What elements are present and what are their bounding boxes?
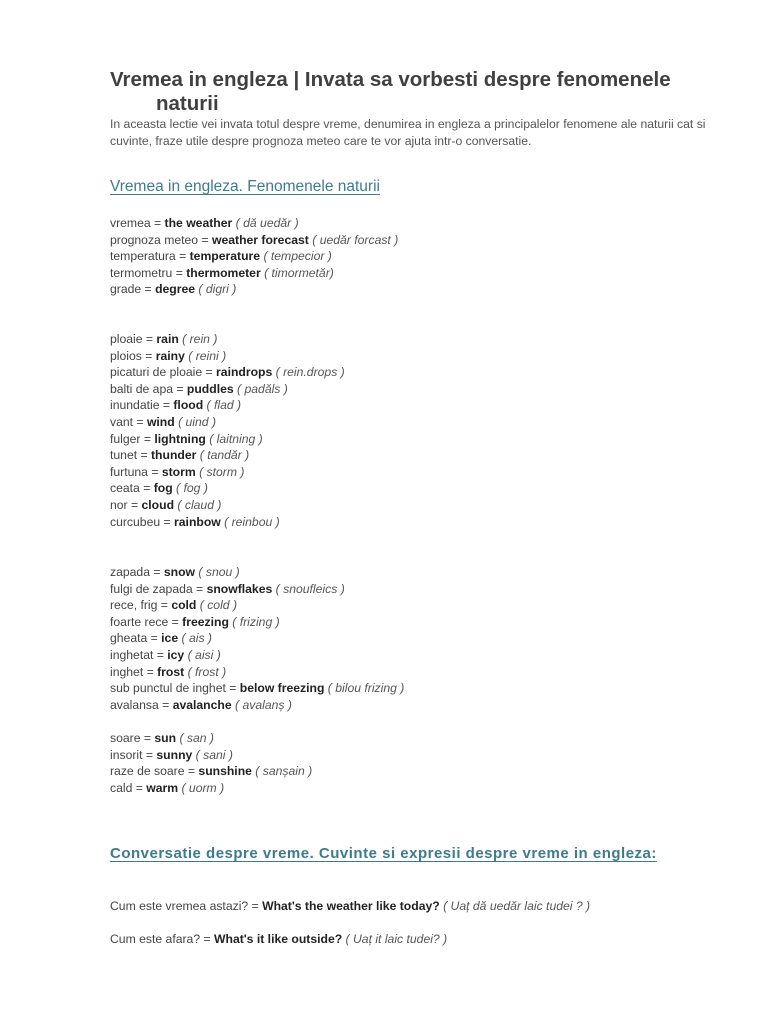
vocab-item xyxy=(110,281,398,298)
vocab-romanian: cald = xyxy=(110,780,147,795)
vocab-pronunciation: ( frizing ) xyxy=(228,614,280,629)
vocab-item xyxy=(110,447,345,464)
vocab-item xyxy=(110,680,404,697)
vocab-english: weather forecast xyxy=(211,232,309,247)
vocab-pronunciation: ( uind ) xyxy=(174,414,217,429)
vocab-item xyxy=(110,664,404,681)
conv-english: What's the weather like today? xyxy=(262,899,440,913)
vocab-pronunciation: ( frost ) xyxy=(184,664,227,679)
vocab-english: raindrops xyxy=(216,365,273,380)
conv-romanian: Cum este afara? = xyxy=(110,932,214,946)
vocab-pronunciation: ( uedăr forcast ) xyxy=(308,232,399,247)
vocab-english: rainy xyxy=(155,348,185,363)
vocab-pronunciation: ( rein ) xyxy=(178,332,218,346)
vocab-pronunciation: ( cold ) xyxy=(196,598,238,613)
section-heading-phenomena: Vremea in engleza. Fenomenele naturii xyxy=(110,178,380,195)
vocab-item xyxy=(110,397,345,414)
vocab-romanian: sub punctul de inghet = xyxy=(110,681,240,696)
vocab-item xyxy=(110,348,345,365)
vocab-english: thunder xyxy=(151,448,197,463)
vocab-item xyxy=(110,763,312,780)
vocab-english: temperature xyxy=(189,249,261,264)
vocab-pronunciation: ( dă uedăr ) xyxy=(232,216,299,230)
vocab-pronunciation: ( avalanș ) xyxy=(231,697,292,712)
vocab-romanian: soare = xyxy=(110,731,155,745)
vocab-english: degree xyxy=(155,282,196,297)
vocab-item xyxy=(110,597,404,614)
vocab-romanian: vremea = xyxy=(110,216,165,230)
vocab-romanian: vant = xyxy=(110,414,147,429)
vocab-item xyxy=(110,364,345,381)
vocab-item xyxy=(110,265,398,282)
vocab-pronunciation: ( sani ) xyxy=(192,747,233,762)
vocab-english: lightning xyxy=(154,431,206,446)
vocab-romanian: curcubeu = xyxy=(110,514,175,529)
vocab-romanian: raze de soare = xyxy=(110,764,199,779)
vocab-item xyxy=(110,564,404,581)
vocab-romanian: fulgi de zapada = xyxy=(110,581,207,596)
vocab-english: cold xyxy=(171,598,197,613)
vocab-english: avalanche xyxy=(172,697,232,712)
conv-english: What's it like outside? xyxy=(214,932,343,946)
vocab-romanian: balti de apa = xyxy=(110,381,187,396)
vocab-romanian: picaturi de ploaie = xyxy=(110,365,217,380)
vocab-romanian: furtuna = xyxy=(110,464,162,479)
vocab-english: sunny xyxy=(156,747,193,762)
vocab-pronunciation: ( padăls ) xyxy=(233,381,288,396)
vocab-list-sun xyxy=(110,730,312,796)
vocab-romanian: inghetat = xyxy=(110,647,168,662)
vocab-english: warm xyxy=(146,780,179,795)
vocab-pronunciation: ( timormetăr) xyxy=(260,265,334,280)
vocab-pronunciation: ( aisi ) xyxy=(184,647,221,662)
vocab-english: rain xyxy=(156,332,179,346)
vocab-pronunciation: ( laitning ) xyxy=(205,431,263,446)
vocab-english: puddles xyxy=(186,381,234,396)
vocab-item xyxy=(110,514,345,531)
vocab-romanian: rece, frig = xyxy=(110,598,172,613)
vocab-item xyxy=(110,381,345,398)
vocab-item xyxy=(110,630,404,647)
vocab-item xyxy=(110,497,345,514)
vocab-list-general xyxy=(110,215,398,298)
vocab-romanian: ploaie = xyxy=(110,332,157,346)
vocab-romanian: insorit = xyxy=(110,747,157,762)
page-title xyxy=(110,68,730,116)
vocab-pronunciation: ( snoufleics ) xyxy=(272,581,345,596)
vocab-romanian: inghet = xyxy=(110,664,158,679)
vocab-pronunciation: ( san ) xyxy=(176,731,214,745)
vocab-english: frost xyxy=(157,664,185,679)
vocab-pronunciation: ( tandăr ) xyxy=(196,448,250,463)
vocab-romanian: zapada = xyxy=(110,565,164,579)
vocab-english: flood xyxy=(173,398,204,413)
vocab-list-snow xyxy=(110,564,404,713)
vocab-romanian: tunet = xyxy=(110,448,151,463)
vocab-romanian: ceata = xyxy=(110,481,154,496)
vocab-english: the weather xyxy=(164,216,233,230)
vocab-item xyxy=(110,232,398,249)
vocab-romanian: grade = xyxy=(110,282,156,297)
page-title-line2: naturii xyxy=(156,92,219,115)
vocab-romanian: ploios = xyxy=(110,348,156,363)
vocab-item xyxy=(110,480,345,497)
vocab-item xyxy=(110,747,312,764)
vocab-romanian: prognoza meteo = xyxy=(110,232,212,247)
conversation-line-2 xyxy=(110,931,447,947)
vocab-item xyxy=(110,647,404,664)
vocab-pronunciation: ( bilou frizing ) xyxy=(324,681,405,696)
vocab-romanian: inundatie = xyxy=(110,398,174,413)
vocab-english: icy xyxy=(167,647,185,662)
vocab-pronunciation: ( claud ) xyxy=(174,497,222,512)
conv-romanian: Cum este vremea astazi? = xyxy=(110,899,263,913)
vocab-item xyxy=(110,414,345,431)
intro-paragraph: In aceasta lectie vei invata totul despre vreme, denumirea in engleza a principalelor fenomene ale naturii cat si cuvinte, fraze utile despre prognoza meteo care te vor ajuta intr-o conversatie. xyxy=(110,117,706,148)
vocab-item xyxy=(110,581,404,598)
vocab-item xyxy=(110,730,312,747)
vocab-item xyxy=(110,697,404,714)
vocab-english: freezing xyxy=(182,614,229,629)
vocab-pronunciation: ( uorm ) xyxy=(178,780,225,795)
vocab-pronunciation: ( reinbou ) xyxy=(220,514,280,529)
page-title-line1: Vremea in engleza | Invata sa vorbesti despre fenomenele xyxy=(110,68,671,91)
vocab-english: thermometer xyxy=(186,265,261,280)
vocab-romanian: nor = xyxy=(110,497,142,512)
vocab-pronunciation: ( digri ) xyxy=(195,282,237,297)
conv-pronunciation: ( Uaț dă uedăr laic tudei ? ) xyxy=(439,899,591,913)
vocab-pronunciation: ( snou ) xyxy=(195,565,240,579)
vocab-romanian: foarte rece = xyxy=(110,614,183,629)
vocab-item xyxy=(110,331,345,348)
section-heading-conversation: Conversatie despre vreme. Cuvinte si expresii despre vreme in engleza: xyxy=(110,845,657,862)
vocab-romanian: avalansa = xyxy=(110,697,173,712)
vocab-item xyxy=(110,248,398,265)
vocab-english: cloud xyxy=(141,497,175,512)
vocab-romanian: temperatura = xyxy=(110,249,190,264)
vocab-romanian: gheata = xyxy=(110,631,162,646)
vocab-english: storm xyxy=(161,464,196,479)
vocab-item xyxy=(110,215,398,232)
vocab-english: wind xyxy=(146,414,175,429)
vocab-pronunciation: ( fog ) xyxy=(172,481,208,496)
vocab-romanian: termometru = xyxy=(110,265,187,280)
vocab-pronunciation: ( reini ) xyxy=(184,348,227,363)
vocab-romanian: fulger = xyxy=(110,431,155,446)
vocab-item xyxy=(110,780,312,797)
vocab-pronunciation: ( rein.drops ) xyxy=(272,365,345,380)
vocab-english: snow xyxy=(163,565,196,579)
vocab-english: sun xyxy=(154,731,177,745)
vocab-item xyxy=(110,431,345,448)
vocab-item xyxy=(110,614,404,631)
vocab-pronunciation: ( ais ) xyxy=(178,631,212,646)
vocab-pronunciation: ( flad ) xyxy=(203,398,242,413)
vocab-pronunciation: ( storm ) xyxy=(195,464,245,479)
vocab-english: rainbow xyxy=(174,514,221,529)
vocab-english: fog xyxy=(153,481,173,496)
conversation-line-1 xyxy=(110,898,590,914)
vocab-english: below freezing xyxy=(239,681,325,696)
vocab-english: sunshine xyxy=(198,764,252,779)
vocab-item xyxy=(110,464,345,481)
vocab-pronunciation: ( tempecior ) xyxy=(260,249,332,264)
vocab-pronunciation: ( sanșain ) xyxy=(251,764,313,779)
vocab-english: ice xyxy=(161,631,179,646)
conv-pronunciation: ( Uaț it laic tudei? ) xyxy=(342,932,448,946)
vocab-english: snowflakes xyxy=(206,581,273,596)
vocab-list-rain xyxy=(110,331,345,530)
